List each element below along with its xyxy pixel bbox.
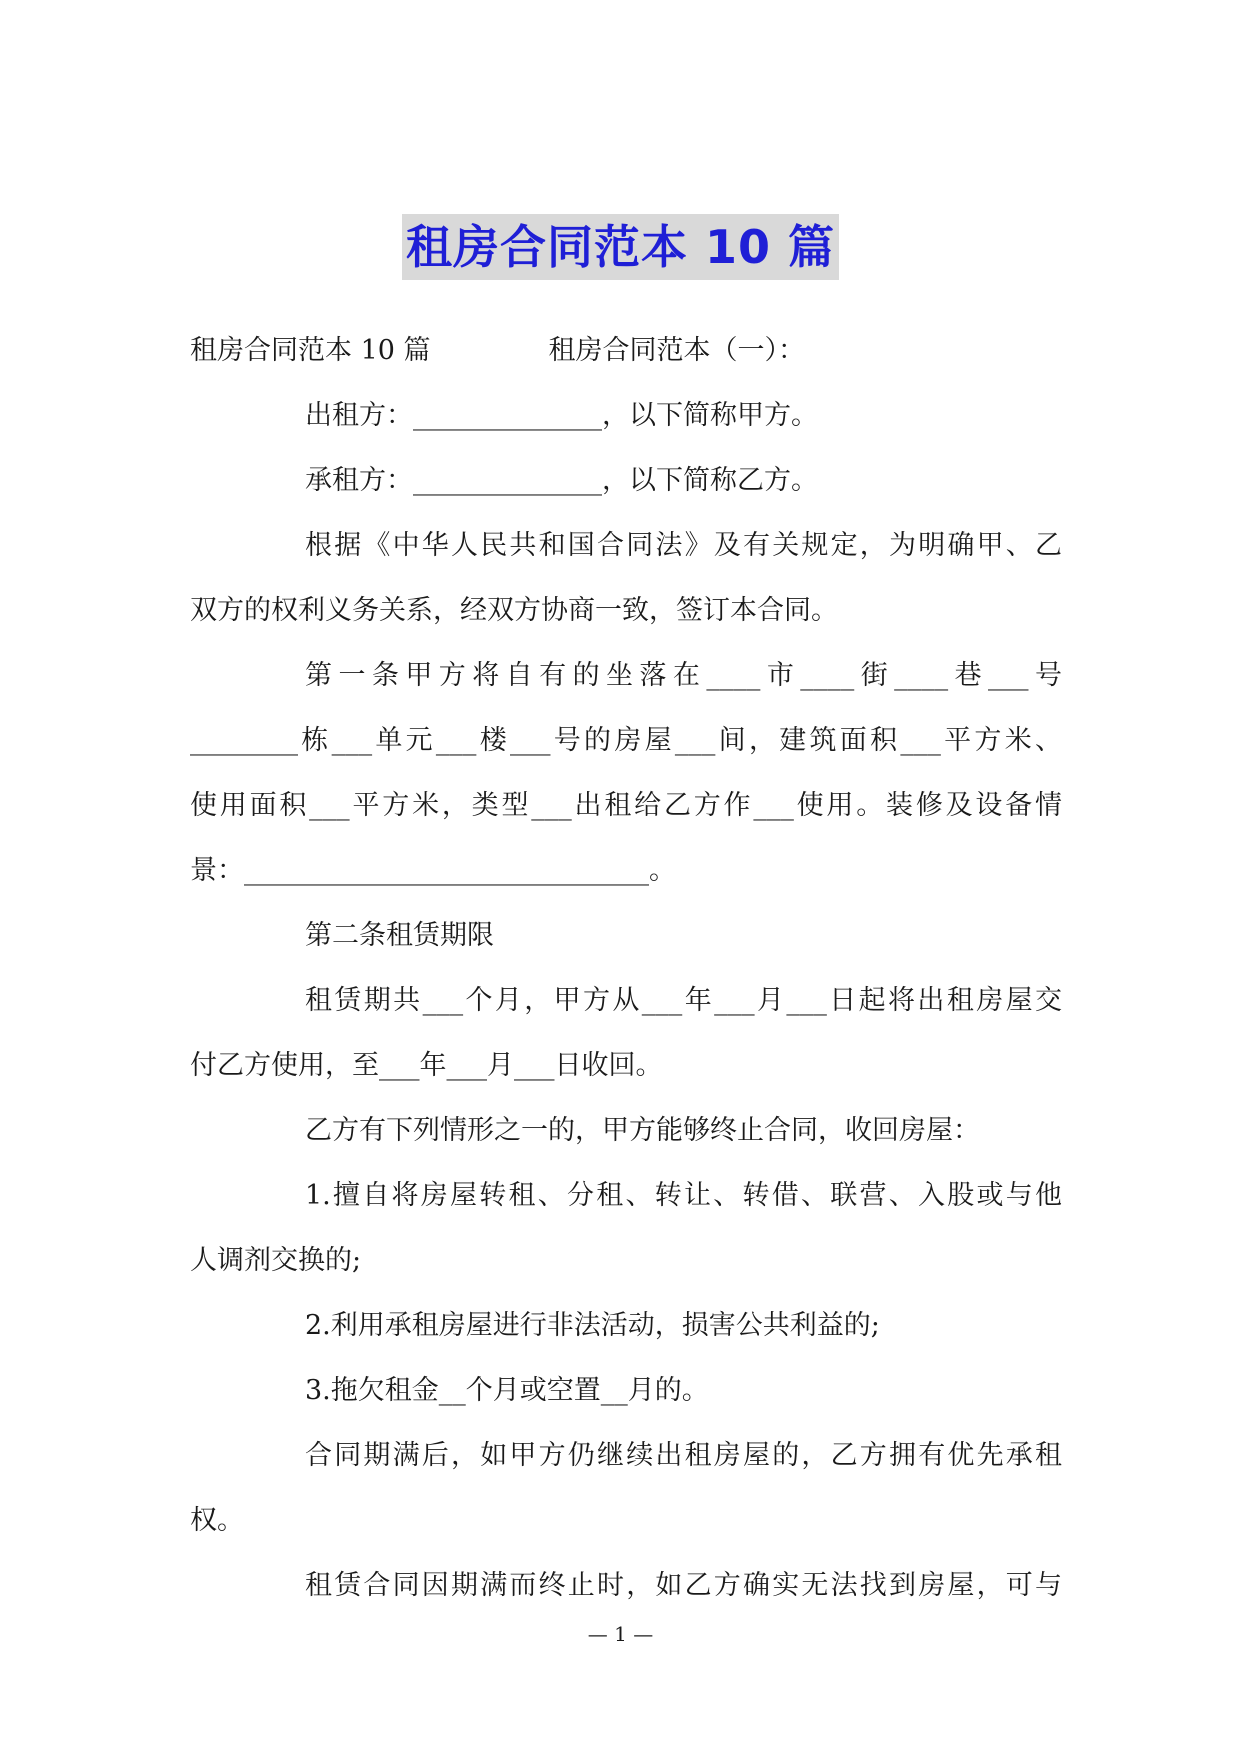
paragraph-line: 根据《中华人民共和国合同法》及有关规定，为明确甲、乙	[305, 530, 1062, 561]
intro-collection-title: 租房合同范本 10 篇	[190, 335, 431, 366]
title-container	[0, 214, 1241, 280]
paragraph-line: ________栋___单元___楼___号的房屋___间，建筑面积___平方米、	[190, 725, 1062, 756]
paragraph-line: 乙方有下列情形之一的，甲方能够终止合同，收回房屋：	[305, 1115, 980, 1146]
paragraph-line: 第一条甲方将自有的坐落在____市____街____巷___号	[305, 660, 1062, 691]
document-title: 租房合同范本 10 篇	[402, 214, 839, 280]
list-item-line: 2.利用承租房屋进行非法活动，损害公共利益的;	[305, 1310, 880, 1341]
intro-contract-heading: 租房合同范本（一）：	[548, 335, 806, 366]
paragraph-line: 租赁期共___个月，甲方从___年___月___日起将出租房屋交	[305, 985, 1062, 1016]
list-item-line: 1.擅自将房屋转租、分租、转让、转借、联营、入股或与他	[305, 1180, 1062, 1211]
list-item-line: 人调剂交换的;	[190, 1245, 362, 1276]
paragraph-line: 景：______________________________。	[190, 855, 676, 886]
document-body	[190, 318, 1062, 1618]
paragraph-line: 使用面积___平方米，类型___出租给乙方作___使用。装修及设备情	[190, 790, 1062, 821]
list-item-line: 3.拖欠租金__个月或空置__月的。	[305, 1375, 709, 1406]
paragraph-line: 双方的权利义务关系，经双方协商一致，签订本合同。	[190, 595, 838, 626]
page-number: — 1 —	[587, 1622, 654, 1646]
paragraph-line: 付乙方使用，至___年___月___日收回。	[190, 1050, 663, 1081]
paragraph-line: 合同期满后，如甲方仍继续出租房屋的，乙方拥有优先承租	[305, 1440, 1062, 1471]
paragraph-line: 权。	[190, 1505, 244, 1536]
paragraph-line: 承租方：______________，以下简称乙方。	[305, 465, 818, 496]
paragraph-line: 租赁合同因期满而终止时，如乙方确实无法找到房屋，可与	[305, 1570, 1062, 1601]
intro-line	[190, 318, 1062, 383]
paragraph-line: 出租方：______________，以下简称甲方。	[305, 400, 818, 431]
section-heading: 第二条租赁期限	[305, 920, 494, 951]
